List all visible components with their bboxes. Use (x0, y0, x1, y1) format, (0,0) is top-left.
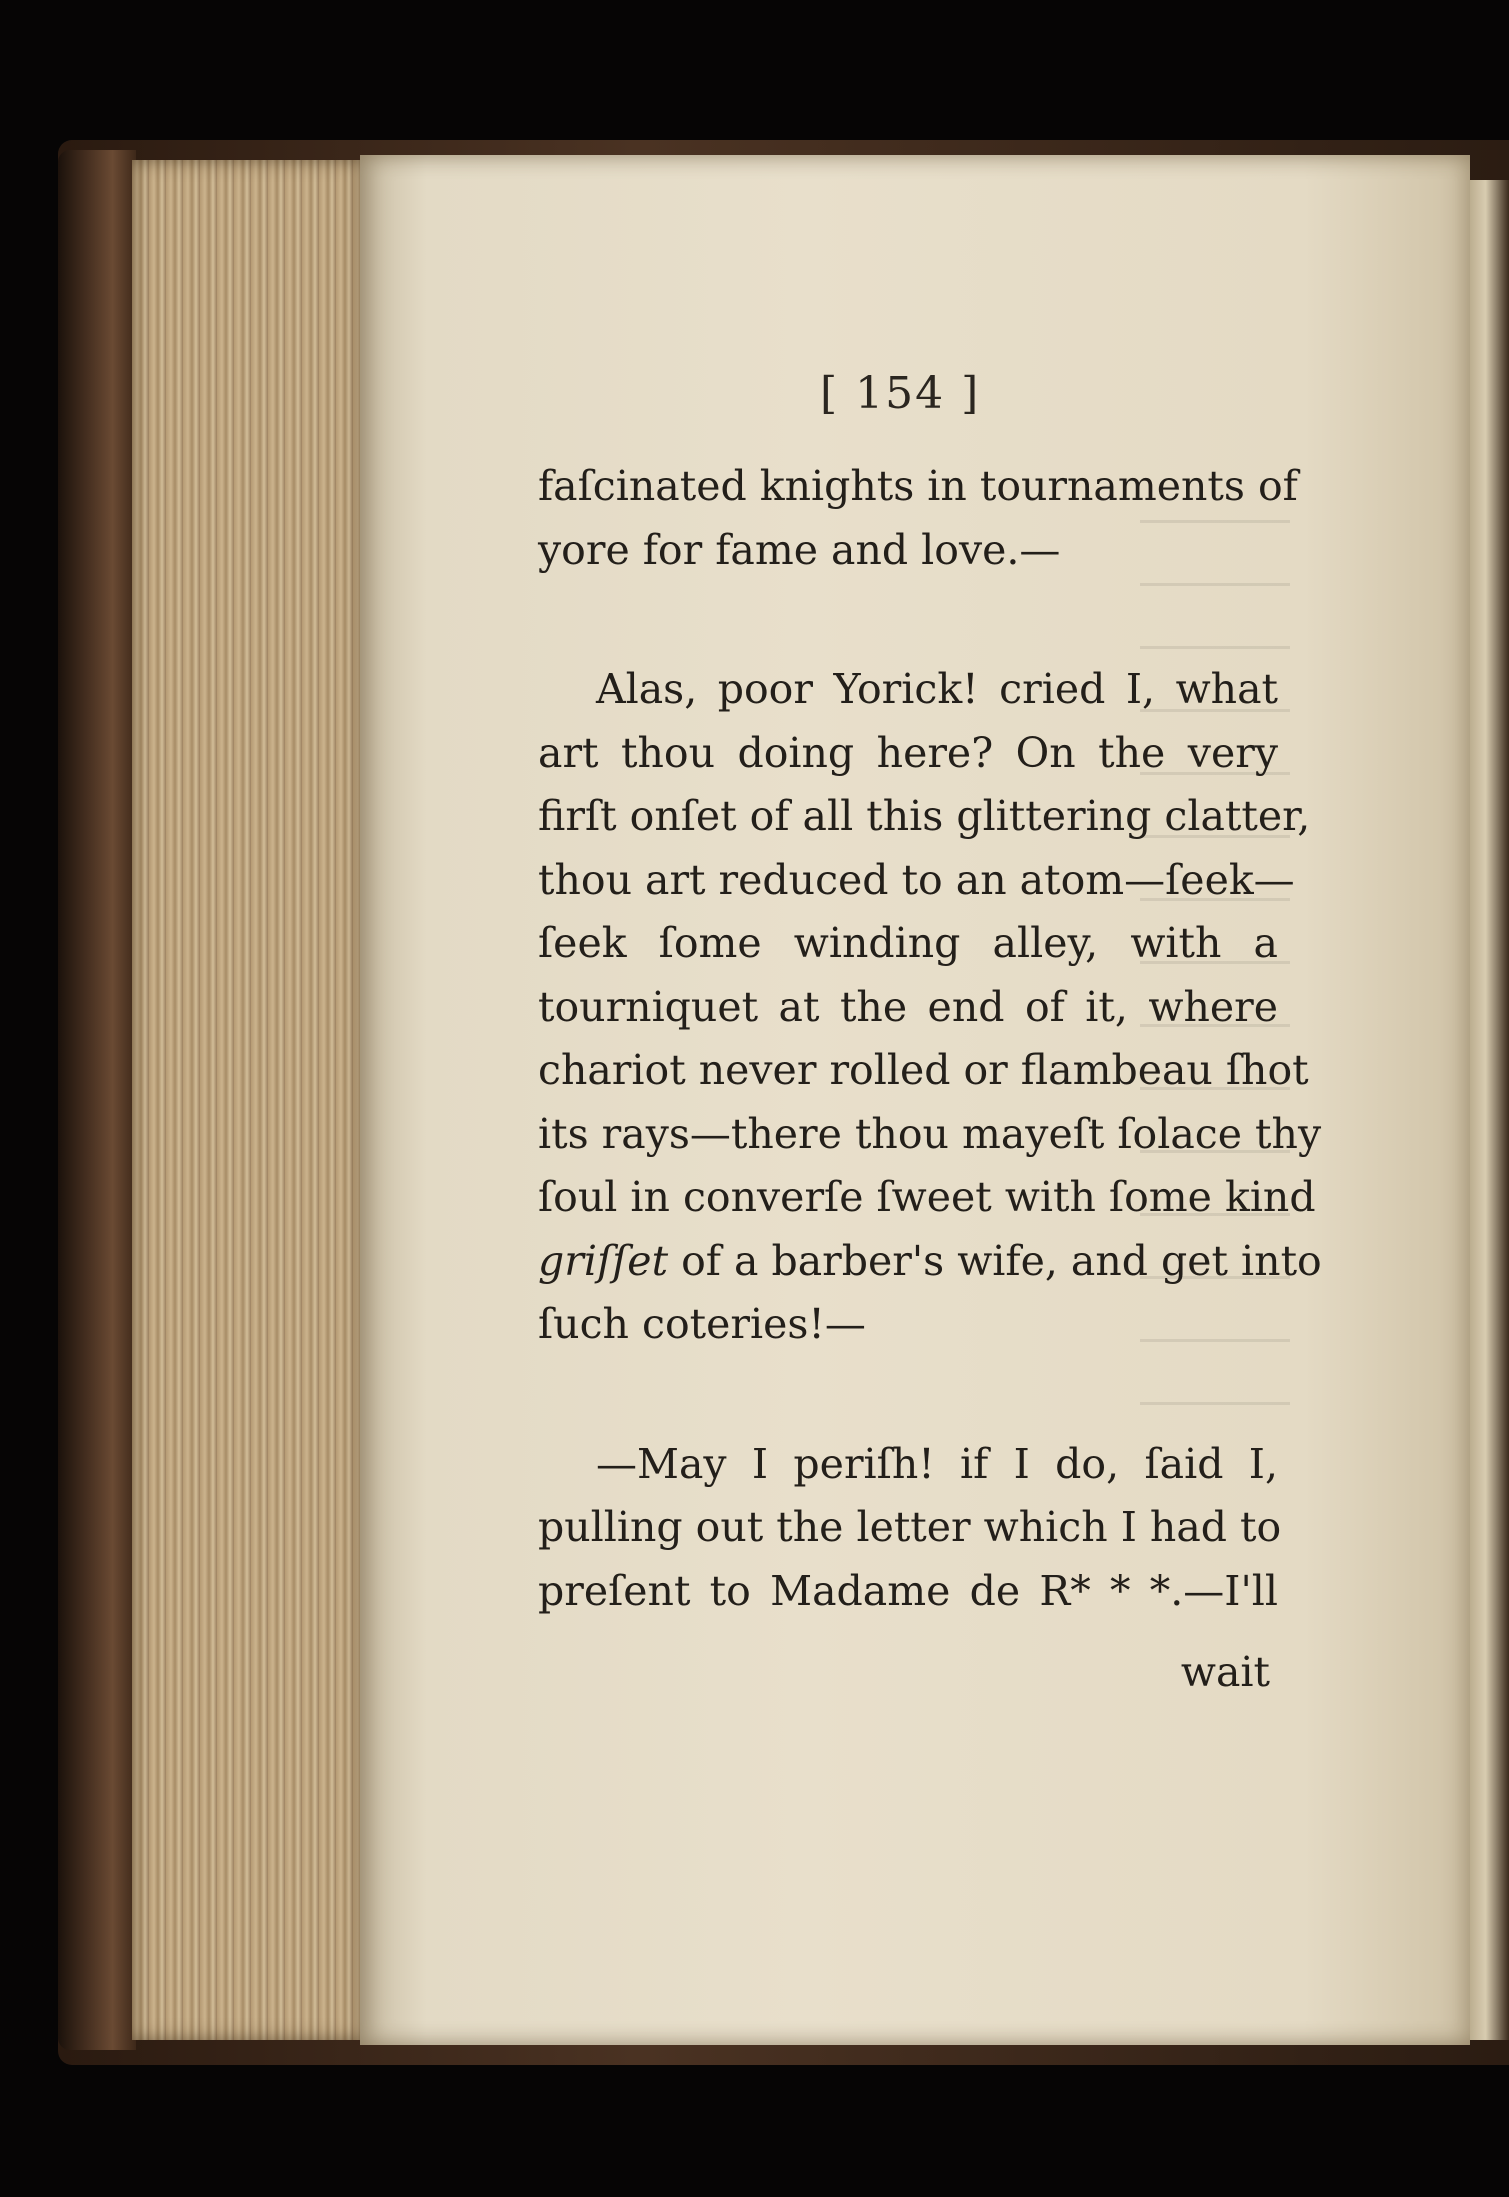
gutter (1470, 180, 1509, 2040)
page-number: [ 154 ] (820, 368, 981, 419)
text-line: yore for fame and love.— (538, 525, 1061, 574)
text-line: —May I periſh! if I do, ſaid I, (596, 1439, 1278, 1488)
text-line: chariot never rolled or flambeau ſhot (538, 1046, 1309, 1094)
text-line: firſt onſet of all this glittering clatter, (538, 792, 1311, 840)
paragraph-gap (538, 1357, 1278, 1433)
text-block (538, 455, 1322, 1623)
catchword: wait (1180, 1648, 1270, 1696)
page-edges (132, 160, 362, 2040)
paragraph-gap (538, 582, 1278, 658)
text-line: pulling out the letter which I had to (538, 1503, 1282, 1551)
text-line: ſoul in converſe ſweet with ſome kind (538, 1173, 1316, 1221)
text-line: ſeek ſome winding alley, with a (538, 919, 1278, 967)
text-line: art thou doing here? On the very (538, 728, 1278, 777)
text-line: griſſet of a barber's wife, and get into (538, 1236, 1322, 1285)
text-line: tourniquet at the end of it, where (538, 982, 1278, 1031)
text-line: thou art reduced to an atom—ſeek— (538, 855, 1295, 904)
text-line: faſcinated knights in tournaments of (538, 462, 1298, 510)
book-spine (58, 150, 136, 2050)
text-line: preſent to Madame de R* * *.—I'll (538, 1566, 1278, 1615)
text-line: Alas, poor Yorick! cried I, what (596, 665, 1278, 713)
text-line: its rays—there thou mayeſt ſolace thy (538, 1109, 1322, 1158)
text-line: ſuch coteries!— (538, 1300, 866, 1348)
